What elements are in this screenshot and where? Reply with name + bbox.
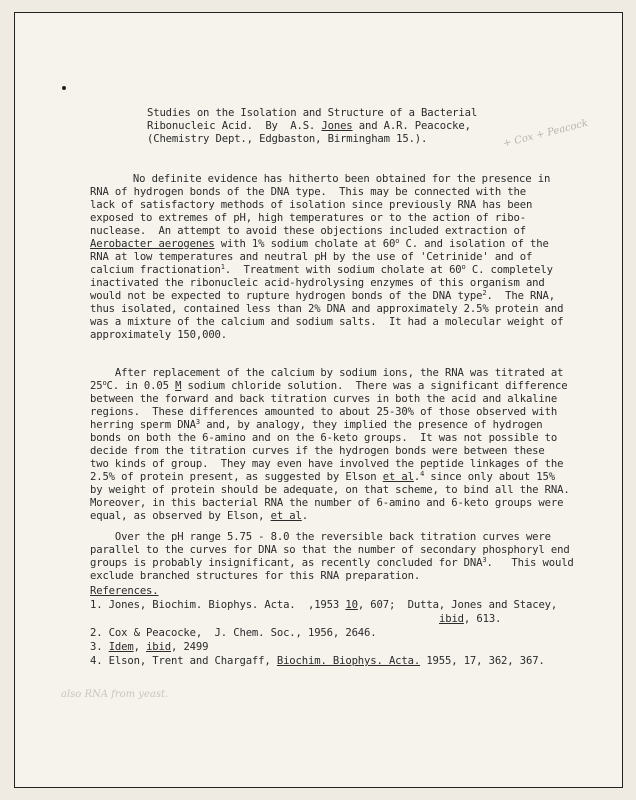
p1-line: lack of satisfactory methods of isolation since previously RNA has been <box>90 199 533 211</box>
p1-line: RNA at low temperatures and neutral pH by the use of 'Cetrinide' and of <box>90 251 533 263</box>
p3-line: exclude branched structures for this RNA preparation. <box>90 570 421 582</box>
title-line-1: Studies on the Isolation and Structure of a Bacterial <box>147 107 478 119</box>
reference-1-cont: ibid, 613. <box>439 613 502 625</box>
p1-line: thus isolated, contained less than 2% DNA and approximately 2.5% protein and <box>90 303 564 315</box>
reference-2: 2. Cox & Peacocke, J. Chem. Soc., 1956, 2646. <box>90 627 377 639</box>
molarity-unit: M <box>175 380 182 392</box>
p3-line: Over the pH range 5.75 - 8.0 the reversible back titration curves were <box>90 531 551 543</box>
p2-line: bonds on both the 6-amino and on the 6-keto groups. It was not possible to <box>90 432 558 444</box>
species-name: Aerobacter aerogenes <box>90 238 215 250</box>
et-al: et al <box>382 471 414 483</box>
p2-line: by weight of protein should be adequate, on that scheme, to bind all the RNA. <box>90 484 570 496</box>
reference-3: 3. Idem, ibid, 2499 <box>90 641 209 653</box>
p2-line: herring sperm DNA$^3$ and, by analogy, they implied the presence of hydrogen <box>90 418 543 431</box>
p2-line: 25$^o$C. in 0.05 M sodium chloride solution. There was a significant difference <box>90 379 568 392</box>
p1-line: approximately 150,000. <box>90 329 228 341</box>
author-name-underlined: Jones <box>321 120 353 132</box>
p1-line: calcium fractionation$^1$. Treatment with sodium cholate at 60$^o$ C. completely <box>90 263 553 276</box>
p1-line: RNA of hydrogen bonds of the DNA type. This may be connected with the <box>90 186 526 198</box>
title-line-2: Ribonucleic Acid. By A.S. Jones and A.R. Peacocke, <box>147 120 471 132</box>
handwritten-note-top: + Cox + Peacock <box>502 117 590 150</box>
p2-line: between the forward and back titration curves in both the acid and alkaline <box>90 393 558 405</box>
title-line-3: (Chemistry Dept., Edgbaston, Birmingham 15.). <box>147 133 428 145</box>
p1-line: was a mixture of the calcium and sodium salts. It had a molecular weight of <box>90 316 564 328</box>
p2-line: equal, as observed by Elson, et al. <box>90 510 308 522</box>
p2-line: 2.5% of protein present, as suggested by Elson et al.$^4$ since only about 15% <box>90 470 555 483</box>
p2-line: decide from the titration curves if the hydrogen bonds were between these <box>90 445 545 457</box>
p1-line: Aerobacter aerogenes with 1% sodium cholate at 60$^o$ C. and isolation of the <box>90 237 549 250</box>
p3-line: parallel to the curves for DNA so that the number of secondary phosphoryl end <box>90 544 570 556</box>
p2-line: After replacement of the calcium by sodium ions, the RNA was titrated at <box>90 367 564 379</box>
et-al: et al <box>270 510 302 522</box>
handwritten-note-bottom: also RNA from yeast. <box>61 689 169 700</box>
p3-line: groups is probably insignificant, as recently concluded for DNA$^3$. This would <box>90 556 574 569</box>
p1-line: would not be expected to rupture hydrogen bonds of the DNA type$^2$. The RNA, <box>90 289 555 302</box>
p2-line: Moreover, in this bacterial RNA the number of 6-amino and 6-keto groups were <box>90 497 564 509</box>
page-mark-dot <box>62 86 66 90</box>
references-heading: References. <box>90 585 159 597</box>
p1-line: nuclease. An attempt to avoid these objections included extraction of <box>90 225 526 237</box>
p2-line: two kinds of group. They may even have involved the peptide linkages of the <box>90 458 564 470</box>
p1-line: inactivated the ribonucleic acid-hydrolysing enzymes of this organism and <box>90 277 545 289</box>
p1-line: No definite evidence has hitherto been obtained for the presence in <box>108 173 551 185</box>
p2-line: regions. These differences amounted to about 25-30% of those observed with <box>90 406 558 418</box>
p1-line: exposed to extremes of pH, high temperatures or to the action of ribo- <box>90 212 526 224</box>
reference-1: 1. Jones, Biochim. Biophys. Acta. ,1953 10, 607; Dutta, Jones and Stacey, <box>90 599 558 611</box>
reference-4: 4. Elson, Trent and Chargaff, Biochim. Biophys. Acta. 1955, 17, 362, 367. <box>90 655 545 667</box>
typed-page <box>14 12 623 788</box>
